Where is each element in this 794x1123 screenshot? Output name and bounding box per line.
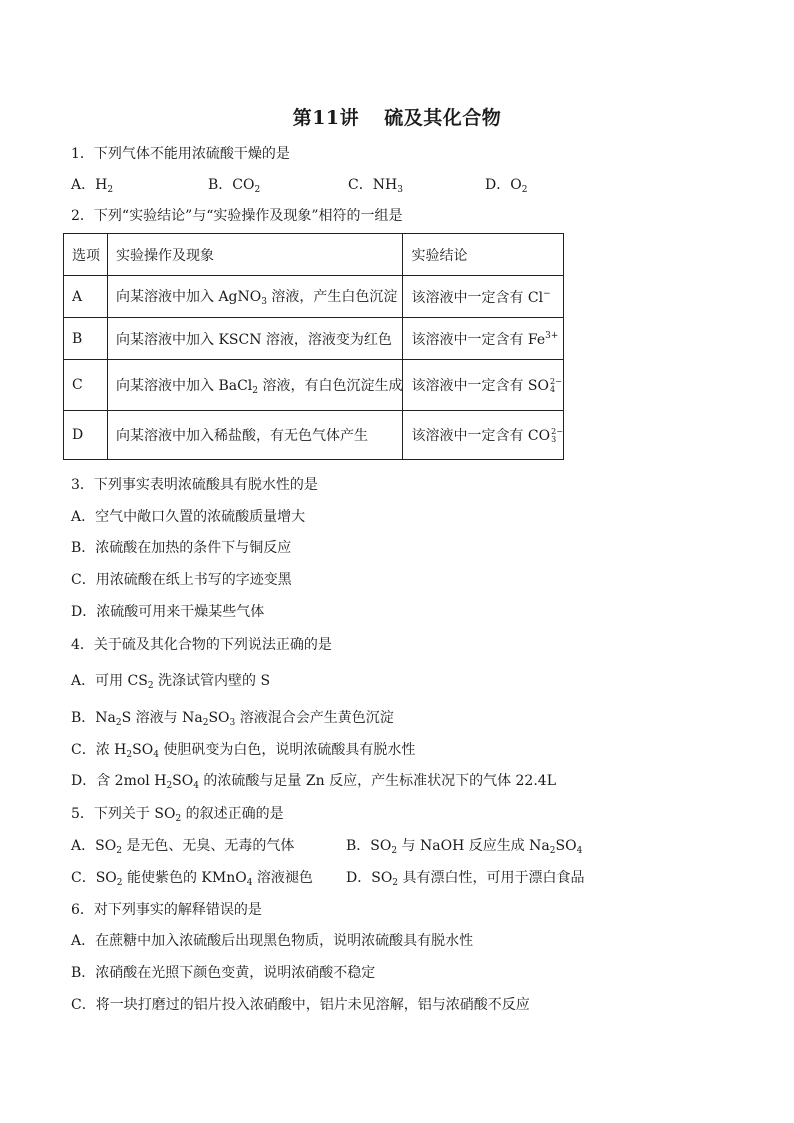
q4-option-a: A．可用 $CS_2$ 洗涤试管内壁的 S [71, 673, 271, 691]
q3-option-b: B．浓硫酸在加热的条件下与铜反应 [71, 540, 292, 556]
row-operation: 向某溶液中加入 KSCN 溶液，溶液变为红色 [108, 318, 403, 360]
q3-option-c: C．用浓硫酸在纸上书写的字迹变黑 [71, 572, 292, 588]
q5-option-a: A．$SO_2$ 是无色、无臭、无毒的气体 [71, 838, 295, 856]
question-3-stem: 3．下列事实表明浓硫酸具有脱水性的是 [71, 477, 318, 493]
table-header-row [64, 234, 564, 276]
row-conclusion: 该溶液中一定含有 Cl− [403, 276, 563, 318]
q6-option-a: A．在蔗糖中加入浓硫酸后出现黑色物质，说明浓硫酸具有脱水性 [71, 933, 474, 949]
row-conclusion: 该溶液中一定含有 $Fe^{3+}$ [403, 318, 563, 360]
row-operation: 向某溶液中加入 BaCl$_2$ 溶液，有白色沉淀生成 [108, 360, 403, 411]
row-conclusion: 该溶液中一定含有 SO 2− 4 [403, 360, 563, 411]
page-title [0, 103, 794, 130]
q1-option-c: C．$NH_3$ [348, 177, 403, 195]
q4-option-d: D．含 2mol $H_2SO_4$ 的浓硫酸与足量 Zn 反应，产生标准状况下的气体 22.4L [71, 773, 556, 791]
question-5-stem: 5．下列关于 $SO_2$ 的叙述正确的是 [71, 806, 284, 824]
q5-option-d: D．$SO_2$ 具有漂白性，可用于漂白食品 [346, 870, 585, 888]
row-option: C [64, 360, 108, 411]
question-1-stem: 1．下列气体不能用浓硫酸干燥的是 [71, 146, 290, 162]
lesson-number: 第11讲 [292, 107, 360, 129]
q1-option-b: B．$CO_2$ [208, 177, 261, 195]
q5-option-c: C．$SO_2$ 能使紫色的 KMnO$_4$ 溶液褪色 [71, 870, 313, 888]
table-row [64, 360, 564, 411]
q5-option-b: B．$SO_2$ 与 NaOH 反应生成 $Na_2SO_4$ [346, 838, 583, 856]
question-2-stem: 2．下列“实验结论”与“实验操作及现象”相符的一组是 [71, 208, 403, 224]
q4-option-b: B．$Na_2S$ 溶液与 $Na_2SO_3$ 溶液混合会产生黄色沉淀 [71, 710, 394, 728]
table-row [64, 411, 564, 460]
q6-option-b: B．浓硝酸在光照下颜色变黄，说明浓硝酸不稳定 [71, 965, 376, 981]
row-operation: 向某溶液中加入稀盐酸，有无色气体产生 [108, 411, 403, 460]
row-operation: 向某溶液中加入 AgNO$_3$ 溶液，产生白色沉淀 [108, 276, 403, 318]
table-row [64, 276, 564, 318]
q1-option-d: D．$O_2$ [485, 177, 528, 195]
lesson-topic: 硫及其化合物 [384, 107, 502, 129]
header-operation: 实验操作及现象 [108, 234, 403, 276]
question-4-stem: 4．关于硫及其化合物的下列说法正确的是 [71, 637, 332, 653]
row-option: A [64, 276, 108, 318]
experiment-table [63, 233, 564, 460]
row-conclusion: 该溶液中一定含有 CO 2− 3 [403, 411, 563, 460]
q1-option-a: A．$H_2$ [71, 177, 114, 195]
q6-option-c: C．将一块打磨过的铝片投入浓硝酸中，铝片未见溶解，铝与浓硝酸不反应 [71, 997, 530, 1013]
question-6-stem: 6．对下列事实的解释错误的是 [71, 902, 262, 918]
row-option: B [64, 318, 108, 360]
header-option: 选项 [64, 234, 108, 276]
q3-option-a: A．空气中敞口久置的浓硫酸质量增大 [71, 509, 306, 525]
row-option: D [64, 411, 108, 460]
table-row [64, 318, 564, 360]
q4-option-c: C．浓 $H_2SO_4$ 使胆矾变为白色，说明浓硫酸具有脱水性 [71, 742, 416, 760]
header-conclusion: 实验结论 [403, 234, 563, 276]
q3-option-d: D．浓硫酸可用来干燥某些气体 [71, 604, 265, 620]
